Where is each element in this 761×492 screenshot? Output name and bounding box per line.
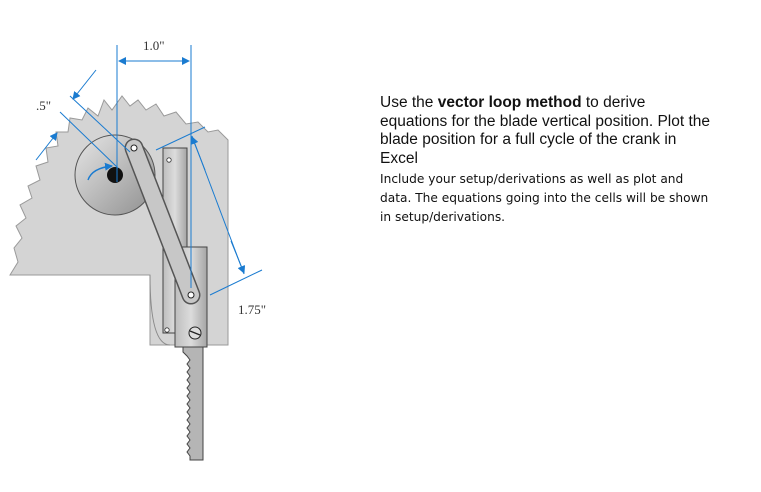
rail-top-pin xyxy=(167,158,171,162)
instructions-block xyxy=(380,94,710,227)
instructions-bold: vector loop method xyxy=(437,94,582,111)
dim-half-arrow-1 xyxy=(73,70,96,99)
dim-label-1-75: 1.75" xyxy=(238,302,267,317)
instructions-sub: Include your setup/derivations as well as plot and data. The equations going into the cells will be shown in setup/derivations. xyxy=(380,172,709,224)
instructions-part2: to derive equations for the blade vertical position. Plot the blade position for a full cycle of the crank in Excel xyxy=(380,94,711,167)
dim-label-1-0: 1.0" xyxy=(143,38,165,53)
rail-bottom-pin xyxy=(165,328,169,332)
slider-pin xyxy=(188,292,194,298)
saw-blade xyxy=(183,347,203,460)
instructions-part1: Use the xyxy=(380,94,438,111)
crank-pin xyxy=(131,145,137,151)
dim-rod-arrow-bottom xyxy=(231,241,244,273)
crank-center-hub xyxy=(107,167,123,183)
dim-label-0-5: .5" xyxy=(36,98,52,113)
jigsaw-mechanism-diagram xyxy=(0,0,330,492)
instructions-main xyxy=(380,94,710,168)
